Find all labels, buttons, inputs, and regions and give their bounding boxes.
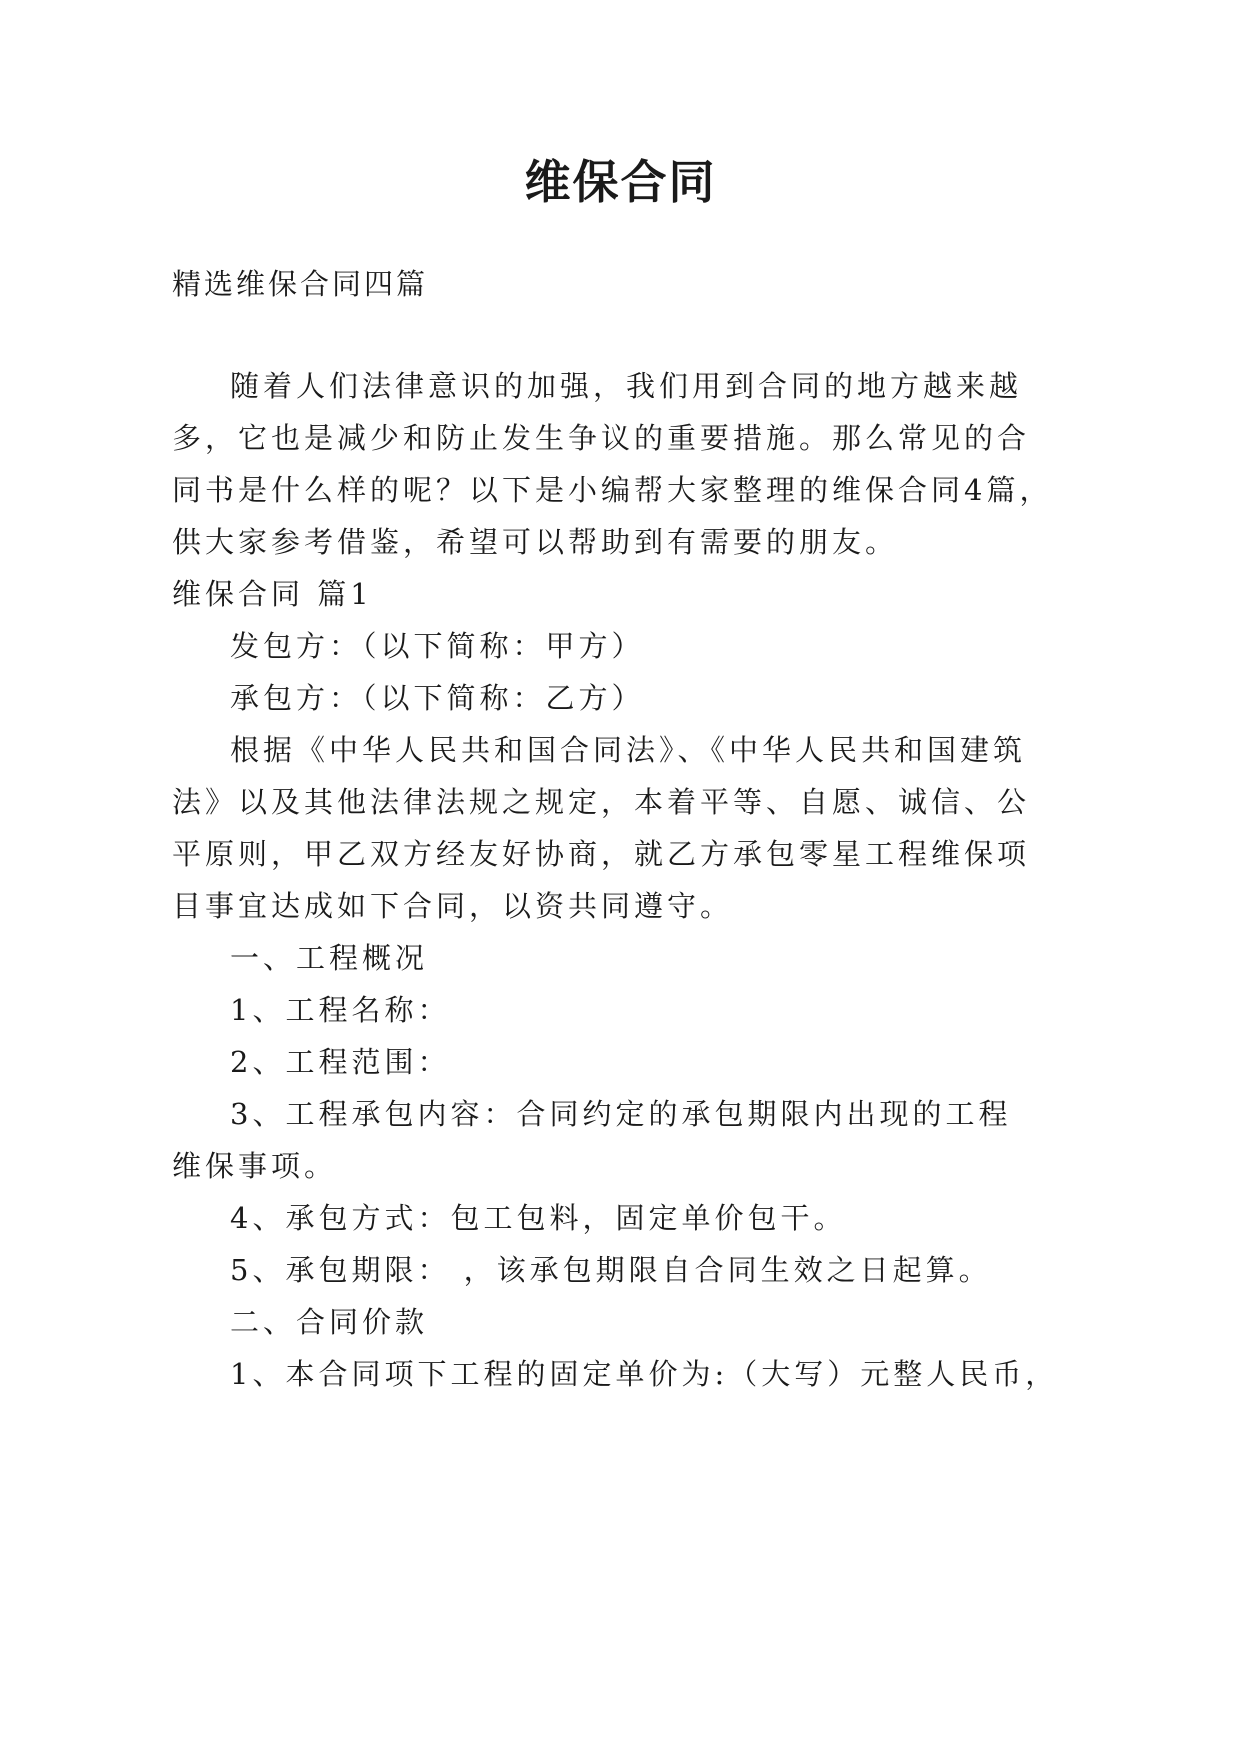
paragraph-line: 目事宜达成如下合同，以资共同遵守。 xyxy=(172,889,734,923)
section-heading: 二、合同价款 xyxy=(230,1305,429,1339)
paragraph-line: 多，它也是减少和防止发生争议的重要措施。那么常见的合 xyxy=(172,421,1031,455)
paragraph-line: 3、工程承包内容：合同约定的承包期限内出现的工程 xyxy=(230,1097,1012,1131)
paragraph-line: 维保事项。 xyxy=(172,1149,338,1183)
paragraph-line: 发包方：（以下简称：甲方） xyxy=(230,629,645,663)
paragraph-line: 随着人们法律意识的加强，我们用到合同的地方越来越 xyxy=(230,369,1023,403)
paragraph-line: 根据《中华人民共和国合同法》、《中华人民共和国建筑 xyxy=(230,733,1027,767)
paragraph-line: 1、本合同项下工程的固定单价为:（大写）元整人民币， xyxy=(230,1357,1059,1391)
paragraph-line: 1、工程名称： xyxy=(230,993,451,1027)
section-heading: 维保合同 篇1 xyxy=(172,577,373,611)
paragraph-line: 平原则，甲乙双方经友好协商，就乙方承包零星工程维保项 xyxy=(172,837,1031,871)
section-heading: 一、工程概况 xyxy=(230,941,429,975)
paragraph-line: 同书是什么样的呢？以下是小编帮大家整理的维保合同4篇， xyxy=(172,473,1053,507)
paragraph-line: 法》以及其他法律法规之规定，本着平等、自愿、诚信、公 xyxy=(172,785,1031,819)
paragraph-line: 2、工程范围： xyxy=(230,1045,451,1079)
paragraph-line: 5、承包期限： ，该承包期限自合同生效之日起算。 xyxy=(230,1253,992,1287)
document-subtitle: 精选维保合同四篇 xyxy=(172,267,429,301)
paragraph-line: 承包方：（以下简称：乙方） xyxy=(230,681,645,715)
paragraph-line: 4、承包方式：包工包料，固定单价包干。 xyxy=(230,1201,847,1235)
document-title: 维保合同 xyxy=(524,155,717,209)
paragraph-line: 供大家参考借鉴，希望可以帮助到有需要的朋友。 xyxy=(172,525,899,559)
